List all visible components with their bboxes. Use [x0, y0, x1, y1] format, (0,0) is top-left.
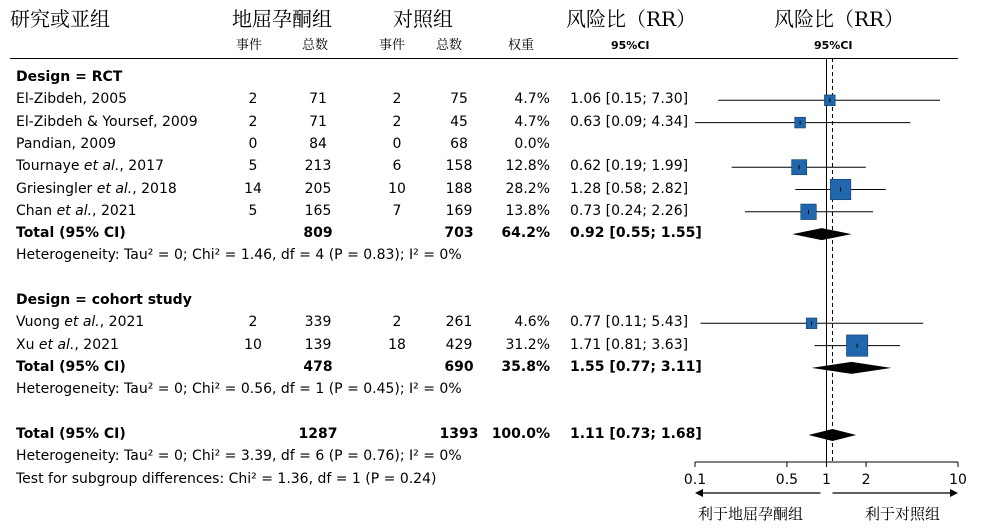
events-ctrl: 2 — [392, 91, 402, 108]
events-exp: 2 — [248, 113, 258, 130]
subtotal-label: Total (95% CI) — [16, 225, 126, 242]
study-name-main: Pandian, 2009 — [16, 135, 117, 152]
weight: 28.2% — [505, 180, 550, 197]
x-tick-label: 0.1 — [683, 472, 707, 488]
study-name-year: , 2017 — [119, 158, 164, 175]
study-name-etal: et al. — [56, 202, 93, 219]
study-header: 研究或亚组 — [10, 7, 110, 31]
total-exp: 139 — [304, 336, 332, 353]
total2-header: 总数 — [436, 38, 463, 53]
events-ctrl: 6 — [392, 158, 402, 175]
study-name-main: Vuong — [16, 314, 65, 331]
x-tick-label: 10 — [949, 472, 967, 488]
overall-label: Total (95% CI) — [16, 426, 126, 442]
favours-right-label: 利于对照组 — [865, 505, 941, 523]
study-name-year: , 2018 — [132, 180, 177, 197]
rr-ci: 0.77 [0.11; 5.43] — [570, 314, 689, 331]
total-exp: 339 — [304, 314, 332, 331]
subgroup-title: Design = RCT — [16, 69, 123, 85]
heterogeneity: Heterogeneity: Tau² = 0; Chi² = 0.56, df = 1 (P = 0.45); I² = 0% — [16, 381, 462, 398]
rr-plot-header: 风险比（RR） — [774, 7, 905, 31]
weight: 4.7% — [514, 91, 550, 108]
favours-left-arrowhead — [695, 489, 703, 497]
events-ctrl: 0 — [392, 135, 402, 152]
subgroup-test: Test for subgroup differences: Chi² = 1.36, df = 1 (P = 0.24) — [16, 471, 437, 487]
rr-ci: 1.06 [0.15; 7.30] — [570, 91, 689, 108]
overall-weight: 100.0% — [491, 426, 550, 442]
subtotal-exp: 809 — [303, 225, 333, 242]
total-ctrl: 169 — [445, 202, 473, 219]
subgroup-title: Design = cohort study — [16, 292, 192, 308]
subtotal-ctrl: 690 — [444, 358, 474, 375]
x-tick-label: 1 — [822, 472, 831, 488]
events-exp: 2 — [248, 314, 258, 331]
study-name-etal: et al. — [96, 180, 133, 197]
favours-right-arrowhead — [950, 489, 958, 497]
weight: 0.0% — [514, 135, 550, 152]
overall-exp: 1287 — [298, 426, 338, 442]
study-name-year: , 2021 — [92, 202, 137, 219]
x-tick-label: 0.5 — [775, 472, 799, 488]
total-ctrl: 261 — [445, 314, 473, 331]
study-name-etal: et al. — [83, 158, 120, 175]
events-exp: 10 — [244, 336, 262, 353]
rr-ci: 1.28 [0.58; 2.82] — [570, 180, 689, 197]
study-name-year: , 2021 — [99, 314, 145, 331]
subtotal-rr-ci: 0.92 [0.55; 1.55] — [570, 225, 702, 242]
summary-diamond — [812, 362, 892, 374]
total-ctrl: 429 — [445, 336, 473, 353]
subtotal-weight: 35.8% — [501, 358, 550, 375]
subtotal-rr-ci: 1.55 [0.77; 3.11] — [570, 358, 702, 375]
weight: 4.7% — [514, 113, 550, 130]
total-exp: 71 — [309, 91, 327, 108]
study-name-main: Chan — [16, 202, 57, 219]
summary-diamond — [809, 429, 857, 441]
study-name-main: Tournaye — [16, 158, 84, 175]
study-name-main: Xu — [16, 336, 39, 353]
total-exp: 71 — [309, 113, 327, 130]
overall-ctrl: 1393 — [439, 426, 479, 442]
events-exp: 2 — [248, 91, 258, 108]
events-exp: 0 — [248, 135, 258, 152]
total-ctrl: 75 — [450, 91, 468, 108]
total-ctrl: 188 — [445, 180, 473, 197]
events-exp: 5 — [248, 202, 258, 219]
summary-diamond — [792, 228, 851, 240]
events-header: 事件 — [236, 38, 263, 53]
events-ctrl: 2 — [392, 113, 402, 130]
events-exp: 14 — [244, 180, 262, 197]
overall-rr-ci: 1.11 [0.73; 1.68] — [570, 426, 702, 442]
subtotal-ctrl: 703 — [444, 225, 474, 242]
rr-text-header: 风险比（RR） — [566, 7, 697, 31]
weight: 12.8% — [505, 158, 550, 175]
study-name-main: El-Zibdeh, 2005 — [16, 91, 128, 108]
favours-left-label: 利于地屈孕酮组 — [698, 505, 804, 523]
study-name-year: , 2021 — [74, 336, 119, 353]
rr-ci: 1.71 [0.81; 3.63] — [570, 336, 689, 353]
subtotal-label: Total (95% CI) — [16, 358, 126, 375]
events-ctrl: 7 — [392, 202, 402, 219]
study-name-main: Griesingler — [16, 180, 97, 197]
overall-heterogeneity: Heterogeneity: Tau² = 0; Chi² = 3.39, df = 6 (P = 0.76); I² = 0% — [16, 448, 462, 464]
x-tick-label: 2 — [861, 472, 871, 488]
heterogeneity: Heterogeneity: Tau² = 0; Chi² = 1.46, df = 4 (P = 0.83); I² = 0% — [16, 247, 462, 264]
subtotal-weight: 64.2% — [501, 225, 550, 242]
exp-group-header: 地屈孕酮组 — [232, 7, 332, 31]
events2-header: 事件 — [379, 38, 406, 53]
total-exp: 84 — [309, 135, 327, 152]
total-ctrl: 45 — [450, 113, 468, 130]
total-ctrl: 68 — [450, 135, 468, 152]
subtotal-exp: 478 — [303, 358, 333, 375]
study-name-etal: et al. — [64, 314, 100, 331]
ci-text-header: 95%CI — [611, 39, 650, 52]
total-header: 总数 — [302, 38, 329, 53]
total-exp: 213 — [304, 158, 332, 175]
total-exp: 205 — [304, 180, 332, 197]
ctrl-group-header: 对照组 — [393, 7, 453, 31]
events-exp: 5 — [248, 158, 258, 175]
weight: 13.8% — [505, 202, 550, 219]
total-ctrl: 158 — [445, 158, 473, 175]
total-exp: 165 — [304, 202, 332, 219]
events-ctrl: 18 — [388, 336, 406, 353]
events-ctrl: 10 — [388, 180, 406, 197]
weight-header: 权重 — [508, 38, 535, 53]
rr-ci: 0.63 [0.09; 4.34] — [570, 113, 689, 130]
weight: 31.2% — [505, 336, 550, 353]
study-name-etal: et al. — [38, 336, 75, 353]
weight: 4.6% — [514, 314, 550, 331]
study-name-main: El-Zibdeh & Yoursef, 2009 — [16, 113, 198, 130]
ci-plot-header: 95%CI — [814, 39, 853, 52]
rr-ci: 0.62 [0.19; 1.99] — [570, 158, 689, 175]
rr-ci: 0.73 [0.24; 2.26] — [570, 202, 689, 219]
events-ctrl: 2 — [392, 314, 402, 331]
